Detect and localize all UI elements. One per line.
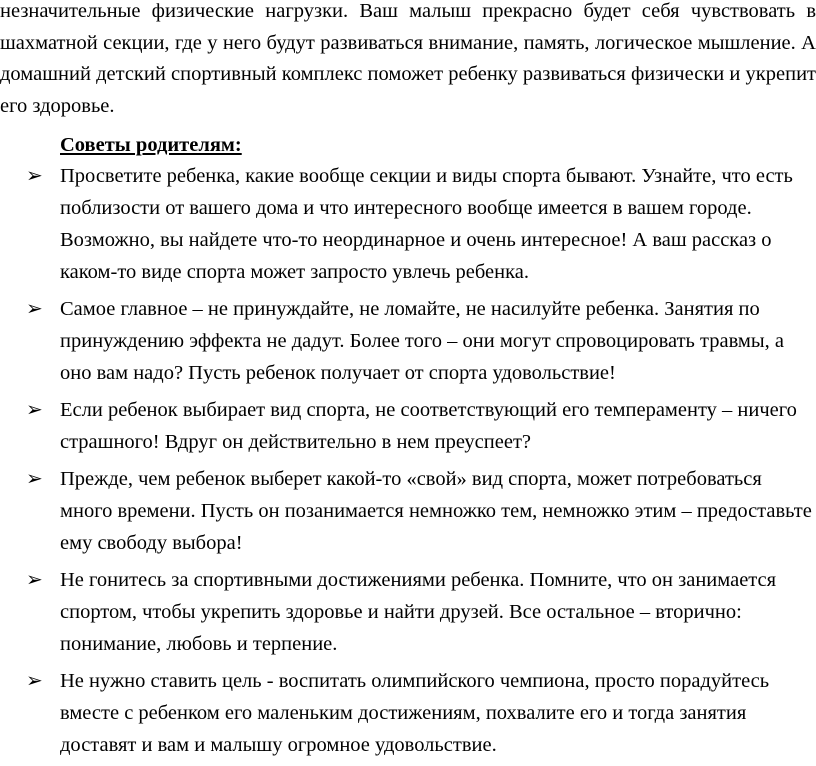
arrowhead-bullet-icon: ➢ — [26, 399, 43, 421]
list-item — [0, 665, 816, 761]
arrowhead-bullet-icon: ➢ — [26, 670, 43, 692]
list-item — [0, 564, 816, 660]
arrowhead-bullet-icon: ➢ — [26, 298, 43, 320]
arrowhead-bullet-icon: ➢ — [26, 165, 43, 187]
tips-list — [0, 160, 816, 766]
list-item — [0, 394, 816, 458]
tip-text: Не нужно ставить цель - воспитать олимпийского чемпиона, просто порадуйтесь вместе с ребенком его маленьким достижениям, похвалите его и тогда занятия доставят и вам и малышу огромное удовольствие. — [60, 670, 770, 756]
arrowhead-bullet-icon: ➢ — [26, 468, 43, 490]
list-item — [0, 160, 816, 288]
tip-text: Просветите ребенка, какие вообще секции и виды спорта бывают. Узнайте, что есть поблизости от вашего дома и что интересного вообще имеется в вашем городе. Возможно, вы найдете что-то неординарное и очень интересное! А ваш рассказ о каком-то виде спорта может запросто увлечь ребенка. — [60, 165, 793, 283]
arrowhead-bullet-icon: ➢ — [26, 569, 43, 591]
tips-heading: Советы родителям: — [60, 134, 242, 156]
list-item — [0, 463, 816, 559]
tip-text: Прежде, чем ребенок выберет какой-то «свой» вид спорта, может потребоваться много времени. Пусть он позанимается немножко тем, немножко этим – предоставьте ему свободу выбора! — [60, 468, 812, 554]
tip-text: Не гонитесь за спортивными достижениями ребенка. Помните, что он занимается спортом, чтобы укрепить здоровье и найти друзей. Все остальное – вторично: понимание, любовь и терпение. — [60, 569, 777, 655]
list-item — [0, 293, 816, 389]
tip-text: Самое главное – не принуждайте, не ломайте, не насилуйте ребенка. Занятия по принуждению эффекта не дадут. Более того – они могут спровоцировать травмы, а оно вам надо? Пусть ребенок получает от спорта удовольствие! — [60, 298, 784, 384]
intro-paragraph: незначительные физические нагрузки. Ваш малыш прекрасно будет себя чувствовать в шахматной секции, где у него будут развиваться внимание, память, логическое мышление. А домашний детский спортивный комплекс поможет ребенку развиваться физически и укрепит его здоровье. — [0, 0, 816, 117]
tip-text: Если ребенок выбирает вид спорта, не соответствующий его темпераменту – ничего страшного! Вдруг он действительно в нем преуспеет? — [60, 399, 797, 453]
